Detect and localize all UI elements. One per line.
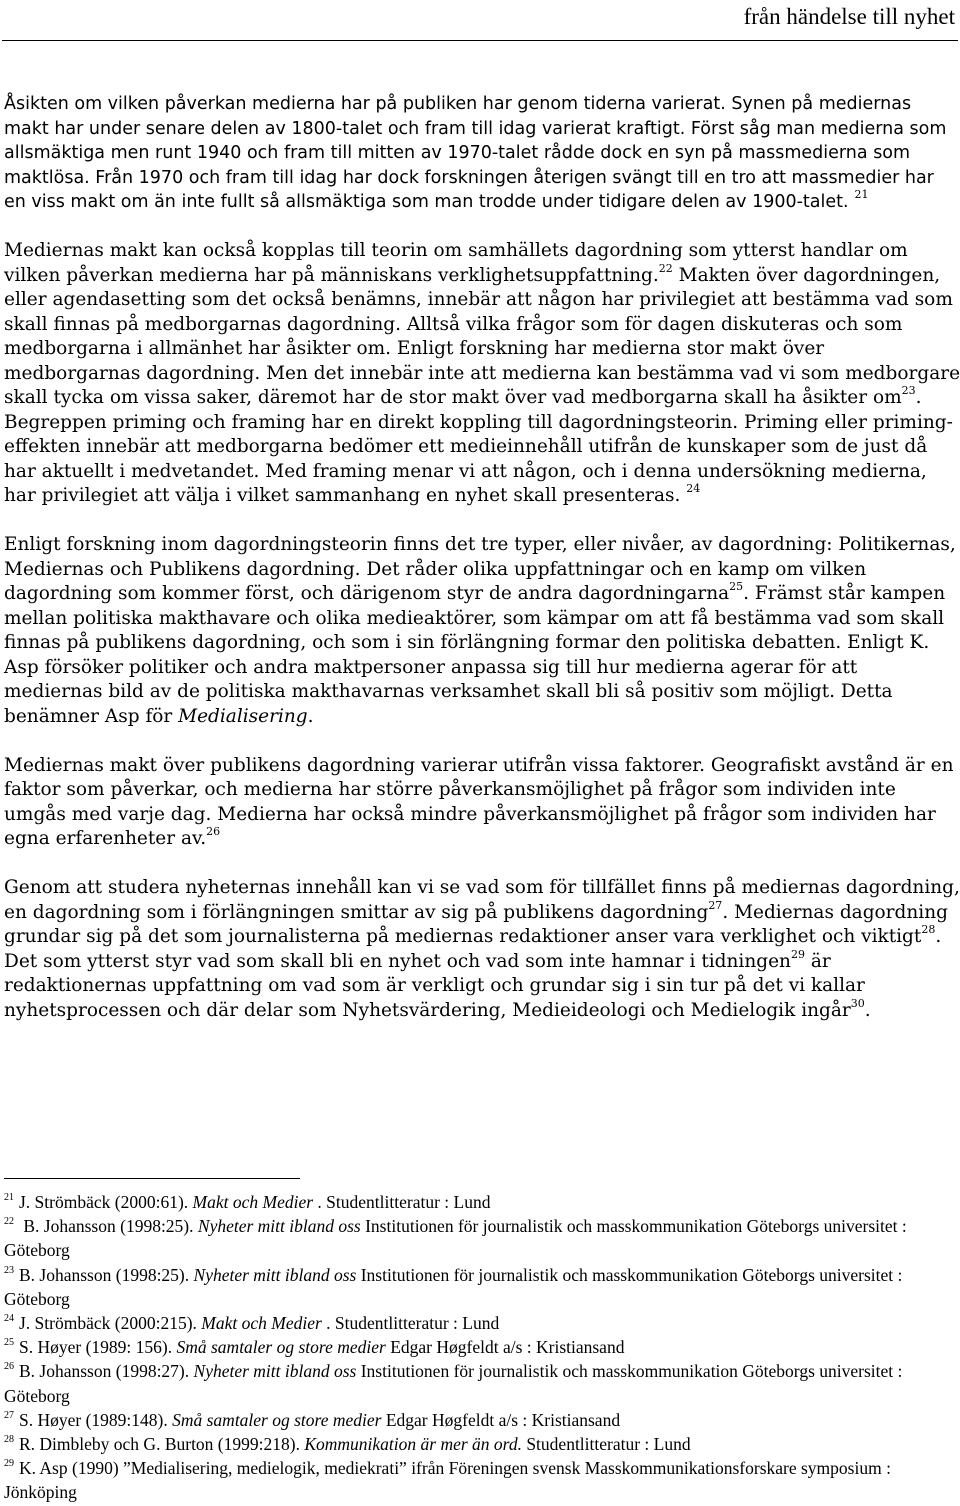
paragraph-4 (4, 754, 960, 852)
footnote-28: $^{28}$ R. Dimbleby och G. Burton (1999:218). Kommunikation är mer än ord. Studentlitteratur : Lund (4, 1434, 691, 1455)
footnote-ref-23[interactable]: 23 (901, 384, 916, 397)
footnote-separator (4, 1178, 300, 1179)
paragraph-2-text-c: . Begreppen priming och framing har en direkt koppling till dagordningsteorin. Priming eller priming-effekten innebär att medborgarna bedömer ett medieinnehåll utifrån de kunskaper som de just då har aktuellt i medvetandet. Med framing menar vi att någon, och i denna undersökning medierna, har privilegiet att välja i vilket sammanhang en nyhet skall presenteras. (4, 387, 953, 506)
paragraph-2-text-b: Makten över dagordningen, eller agendasetting som det också benämns, innebär att någon har privilegiet att bestämma vad som skall finnas på medborgarnas dagordning. Alltså vilka frågor som för dagen diskuteras och som medborgarna i allmänhet har åsikter om. Enligt forskning har medierna stor makt över medborgarnas dagordning. Men det innebär inte att medierna kan bestämma vad vi som medborgare skall tycka om vissa saker, däremot har de stor makt över vad medborgarna skall ha åsikter om (4, 264, 960, 408)
footnote-26: $^{26}$ B. Johansson (1998:27). Nyheter mitt ibland oss Institutionen för journalistik och masskommunikation Göteborgs universitet : Göteborg (4, 1361, 903, 1406)
footnote-ref-25[interactable]: 25 (729, 580, 744, 593)
paragraph-5 (4, 876, 960, 1023)
paragraph-1 (4, 92, 960, 215)
footnote-ref-22[interactable]: 22 (658, 261, 673, 275)
running-header: från händelse till nyhet (743, 4, 955, 29)
footnotes-list (4, 1190, 960, 1505)
footnote-ref-27[interactable]: 27 (708, 898, 723, 912)
footnote-ref-26[interactable]: 26 (206, 825, 221, 838)
paragraph-2-text-a: Mediernas makt kan också kopplas till teorin om samhällets dagordning som ytterst handlar om vilken påverkan medierna har på människans verklighetsuppfattning. (4, 240, 908, 286)
paragraph-5-text-a: Genom att studera nyheternas innehåll kan vi se vad som för tillfället finns på mediernas dagordning, en dagordning som i förlängningen smittar av sig på publikens dagordning (4, 877, 960, 923)
paragraph-5-text-d: är redaktionernas uppfattning om vad som är verkligt och grundar sig i sin tur på det vi kallar nyhetsprocessen och där delar som Nyhetsvärdering, Medieideologi och Medielogik ingår (4, 950, 865, 1021)
footnote-22: $^{22}$ B. Johansson (1998:25). Nyheter mitt ibland oss Institutionen för journalistik och masskommunikation Göteborgs universitet : Göteborg (4, 1216, 907, 1261)
paragraph-3-text-c: . (307, 705, 314, 727)
footnote-29: $^{29}$ K. Asp (1990) ”Medialisering, medielogik, mediekrati” ifrån Föreningen svensk Masskommunikationsforskare symposium : Jönköping (4, 1458, 891, 1503)
body-text (4, 92, 960, 1048)
paragraph-5-text-e: . (864, 999, 871, 1021)
footnote-23: $^{23}$ B. Johansson (1998:25). Nyheter mitt ibland oss Institutionen för journalistik och masskommunikation Göteborgs universitet : Göteborg (4, 1264, 903, 1309)
paragraph-3-text-b: . Främst står kampen mellan politiska makthavare och olika medieaktörer, som kämpar om att få bestämma vad som skall finnas på publikens dagordning, och som i sin förlängning formar den politiska debatten. Enligt K. Asp försöker politiker och andra maktpersoner anpassa sig till hur medierna agerar för att mediernas bild av de politiska makthavarnas verksamhet skall bli så positiv som möjligt. Detta benämner Asp för (4, 583, 946, 727)
footnote-27: $^{27}$ S. Høyer (1989:148). Små samtaler og store medier Edgar Høgfeldt a/s : Kristiansand (4, 1409, 621, 1430)
paragraph-4-text: Mediernas makt över publikens dagordning varierar utifrån vissa faktorer. Geografiskt avstånd är en faktor som påverkar, och medierna har större påverkansmöjlighet på frågor som individen inte umgås med varje dag. Medierna har också mindre påverkansmöjlighet på frågor som individen har egna erfarenheter av. (4, 754, 954, 849)
footnote-ref-30[interactable]: 30 (850, 996, 865, 1010)
footnote-ref-28[interactable]: 28 (921, 923, 936, 936)
paragraph-3-text-a: Enligt forskning inom dagordningsteorin finns det tre typer, eller nivåer, av dagordning: Politikernas, Mediernas och Publikens dagordning. Det råder olika uppfattningar och en kamp om vilken dagordning som kommer först, och därigenom styr de andra dagordningarna (4, 534, 956, 604)
footnote-21: $^{21}$ J. Strömbäck (2000:61). Makt och Medier . Studentlitteratur : Lund (4, 1192, 491, 1212)
footnote-ref-24[interactable]: 24 (686, 482, 701, 495)
paragraph-5-text-c: . Det som ytterst styr vad som skall bli en nyhet och vad som inte hamnar i tidningen (4, 926, 942, 972)
footnote-25: $^{25}$ S. Høyer (1989: 156). Små samtaler og store medier Edgar Høgfeldt a/s : Kristiansand (4, 1337, 625, 1358)
footnote-ref-21[interactable]: 21 (854, 188, 869, 201)
paragraph-5-text-b: . Mediernas dagordning grundar sig på det som journalisterna på mediernas redaktioner anser vara verklighet och viktigt (4, 901, 948, 947)
medialisering-term: Medialisering (178, 705, 308, 727)
footnote-ref-29[interactable]: 29 (790, 947, 805, 961)
paragraph-2 (4, 239, 960, 509)
header-rule (2, 40, 958, 41)
paragraph-3 (4, 533, 960, 729)
paragraph-1-text: Åsikten om vilken påverkan medierna har på publiken har genom tiderna varierat. Synen på mediernas makt har under senare delen av 1800-talet och fram till idag varierat kraftigt. Först såg man medierna som allsmäktiga men runt 1940 och fram till mitten av 1970-talet rådde dock en syn på massmedierna som maktlösa. Från 1970 och fram till idag har dock forskningen återigen svängt till en tro att massmedier har en viss makt om än inte fullt så allsmäktiga som man trodde under tidigare delen av 1900-talet. (4, 94, 947, 212)
footnote-24: $^{24}$ J. Strömbäck (2000:215). Makt och Medier . Studentlitteratur : Lund (4, 1313, 500, 1334)
